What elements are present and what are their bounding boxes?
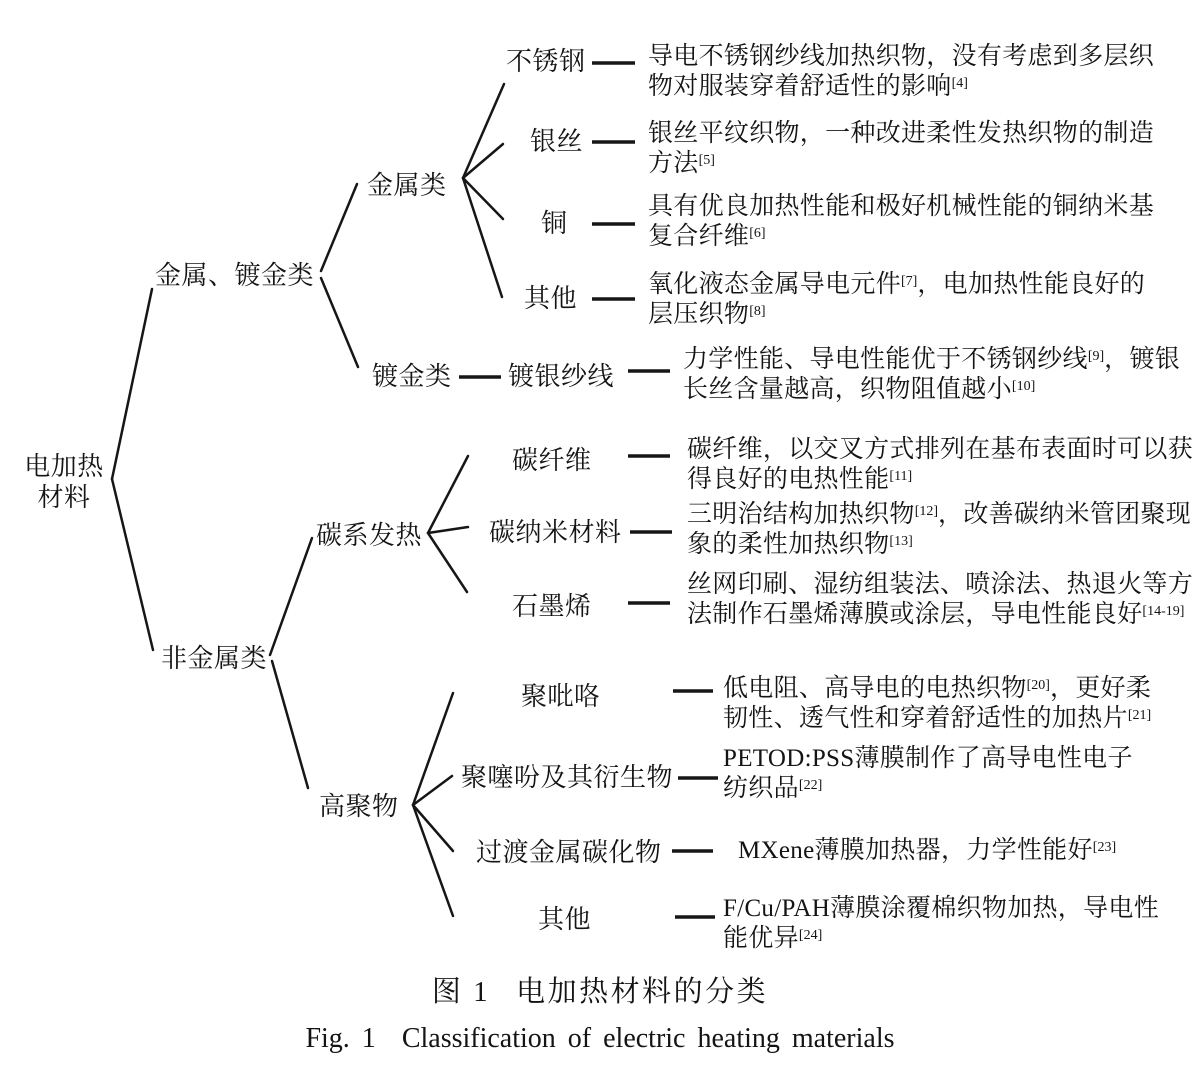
desc-line: 碳纤维，以交叉方式排列在基布表面时可以获 (687, 436, 1194, 463)
leaf-polypyrrole: 聚吡咯 (521, 682, 601, 711)
desc-line: 三明治结构加热织物[12]，改善碳纳米管团聚现 (687, 501, 1192, 528)
desc-line: 低电阻、高导电的电热织物[20]，更好柔 (723, 675, 1152, 702)
figure-caption-zh-label: 图 1 (431, 976, 491, 1008)
edge-polymer-to-polypyrrole (413, 693, 453, 805)
edge-polymer-to-carbide (413, 805, 453, 851)
desc-carbon-fiber (687, 435, 1193, 495)
desc-line: 氧化液态金属导电元件[7]，电加热性能良好的 (648, 271, 1146, 298)
desc-graphene (687, 570, 1193, 630)
leaf-carbon-fiber: 碳纤维 (512, 446, 592, 475)
node-polymer: 高聚物 (319, 792, 399, 821)
node-metal-class: 金属类 (367, 171, 447, 200)
figure-caption-en-label: Fig. 1 (305, 1023, 376, 1054)
leaf-metal-other: 其他 (524, 284, 578, 313)
desc-polythiophene (723, 744, 1133, 804)
node-root (20, 451, 108, 513)
edge-root-to-nonmetal (112, 479, 153, 650)
desc-line: PETOD:PSS薄膜制作了高导电性电子 (723, 745, 1133, 772)
edge-metalclass-to-silverwire (463, 144, 503, 178)
figure-caption-en (0, 1023, 1200, 1055)
desc-line: 银丝平纹织物，一种改进柔性发热织物的制造 (648, 120, 1155, 147)
node-carbon-heating: 碳系发热 (316, 521, 423, 550)
figure-caption-zh-text: 电加热材料的分类 (516, 976, 769, 1008)
desc-copper (648, 192, 1154, 252)
node-plated-class: 镀金类 (372, 362, 452, 391)
desc-polypyrrole (723, 674, 1151, 734)
edge-root-to-metal-plated (112, 289, 152, 479)
desc-line: 具有优良加热性能和极好机械性能的铜纳米基 (648, 193, 1155, 220)
desc-stainless-steel (648, 42, 1154, 102)
edge-metalplated-to-platedclass (321, 278, 358, 367)
leaf-silver-plated-yarn: 镀银纱线 (508, 362, 615, 391)
edge-metalclass-to-stainless (463, 84, 504, 178)
leaf-transition-metal-carbide: 过渡金属碳化物 (476, 838, 662, 867)
desc-line: 层压织物[8] (648, 301, 766, 328)
leaf-stainless-steel: 不锈钢 (506, 47, 586, 76)
desc-line: 丝网印刷、湿纺组装法、喷涂法、热退火等方 (687, 571, 1194, 598)
desc-line: 韧性、透气性和穿着舒适性的加热片[21] (723, 705, 1152, 732)
desc-line: F/Cu/PAH薄膜涂覆棉织物加热，导电性 (723, 895, 1159, 922)
node-root-line2: 材料 (37, 483, 91, 512)
desc-line: 导电不锈钢纱线加热织物，没有考虑到多层织 (648, 43, 1155, 70)
edge-carbon-to-carbonfiber (428, 456, 468, 533)
leaf-silver-wire: 银丝 (530, 127, 584, 156)
desc-carbon-nano (687, 500, 1191, 560)
desc-silver-plated-yarn (683, 345, 1180, 405)
leaf-carbon-nano: 碳纳米材料 (489, 518, 622, 547)
desc-transition-metal-carbide (738, 836, 1116, 866)
desc-metal-other (648, 270, 1145, 330)
edge-nonmetal-to-carbon (270, 538, 312, 655)
desc-line: 物对服装穿着舒适性的影响[4] (648, 73, 968, 100)
desc-line: 纺织品[22] (723, 775, 823, 802)
leaf-polythiophene: 聚噻吩及其衍生物 (461, 763, 674, 792)
edge-carbon-to-graphene (428, 533, 467, 592)
edge-nonmetal-to-polymer (272, 661, 308, 788)
edge-carbon-to-carbonnano (428, 527, 468, 533)
desc-line: 得良好的电热性能[11] (687, 466, 913, 493)
desc-line: 力学性能、导电性能优于不锈钢纱线[9]，镀银 (683, 346, 1181, 373)
edge-metalclass-to-other (463, 178, 502, 297)
figure-caption-zh (0, 969, 1200, 1010)
desc-line: 复合纤维[6] (648, 223, 766, 250)
leaf-graphene: 石墨烯 (512, 592, 592, 621)
figure-caption-en-text: Classification of electric heating materials (401, 1023, 895, 1054)
desc-polymer-other (723, 894, 1159, 954)
desc-line: 法制作石墨烯薄膜或涂层，导电性能良好[14-19] (687, 601, 1185, 628)
desc-line: 方法[5] (648, 150, 715, 177)
desc-line: 能优异[24] (723, 925, 823, 952)
edge-polymer-to-other (413, 805, 453, 916)
desc-silver-wire (648, 119, 1154, 179)
desc-line: 象的柔性加热织物[13] (687, 531, 913, 558)
edge-metalplated-to-metalclass (321, 184, 357, 271)
desc-line: MXene薄膜加热器，力学性能好[23] (738, 837, 1117, 864)
node-metal-plated: 金属、镀金类 (155, 261, 315, 290)
node-root-line1: 电加热 (24, 452, 104, 481)
leaf-polymer-other: 其他 (538, 905, 592, 934)
desc-line: 长丝含量越高，织物阻值越小[10] (683, 376, 1036, 403)
node-nonmetal: 非金属类 (161, 644, 268, 673)
leaf-copper: 铜 (541, 209, 568, 238)
